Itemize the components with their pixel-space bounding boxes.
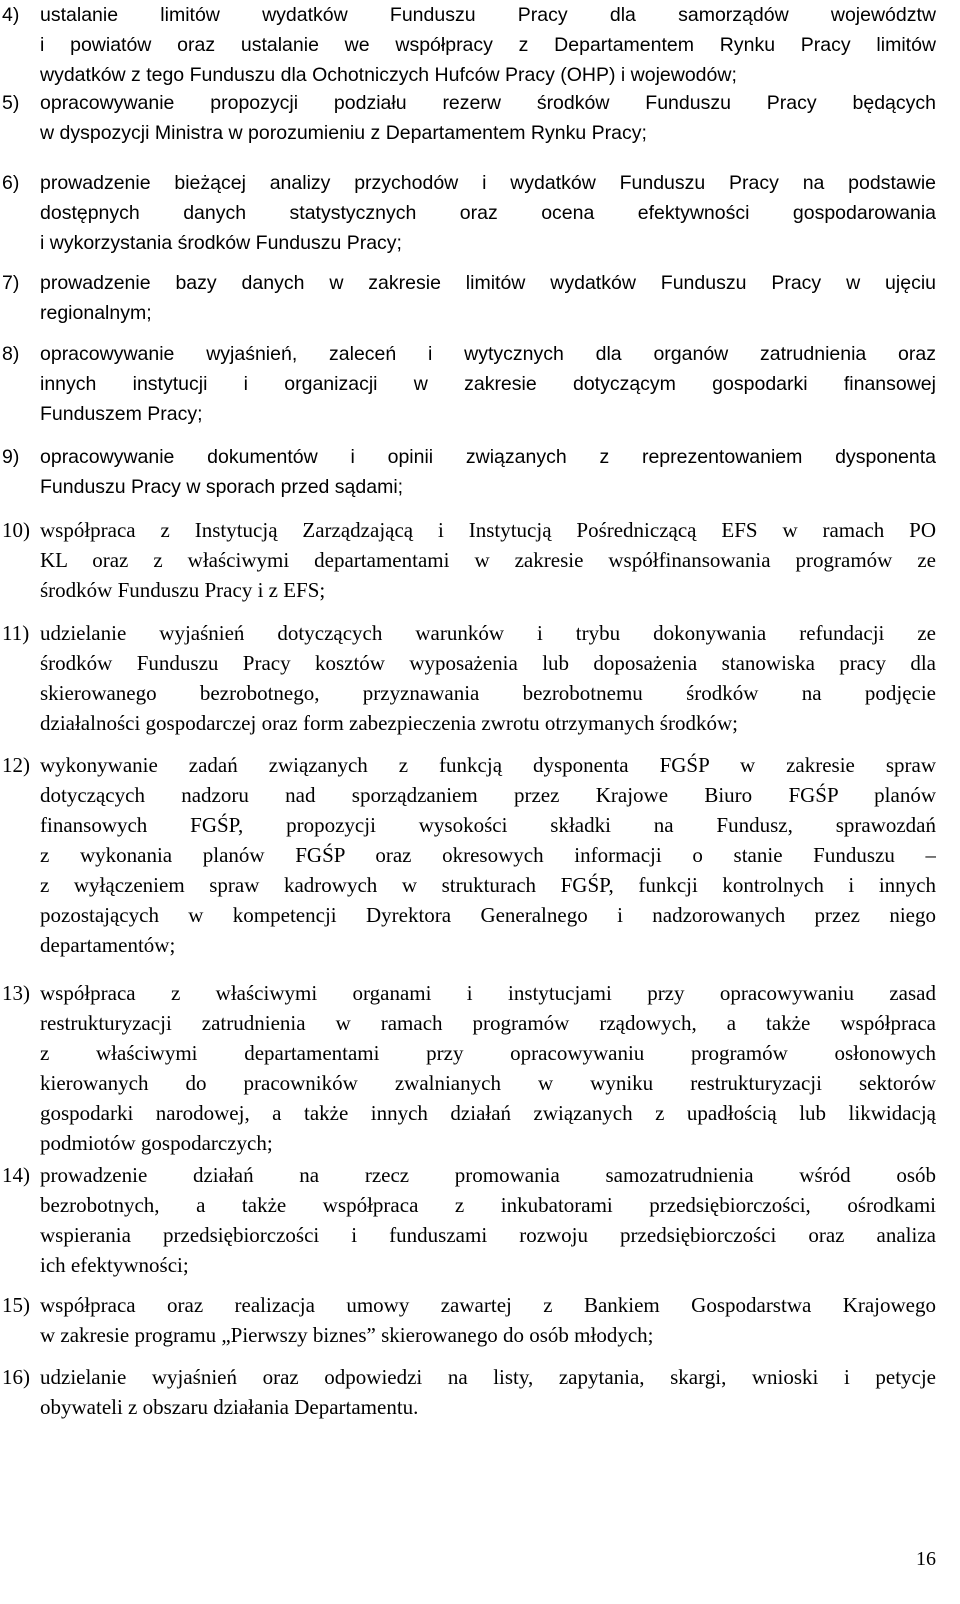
text-line: prowadzenie bazy danych w zakresie limitów wydatków Funduszu Pracy w ujęciu [40, 272, 936, 294]
list-item-text [40, 339, 936, 429]
list-item-text [40, 750, 936, 960]
list-item-number: 14) [2, 1163, 30, 1187]
list-item-number: 6) [2, 172, 20, 194]
list-item-text [40, 618, 936, 738]
text-line: Funduszu Pracy w sporach przed sądami; [40, 476, 404, 498]
list-item-text [40, 268, 936, 328]
text-line: ich efektywności; [40, 1253, 189, 1277]
text-line: opracowywanie propozycji podziału rezerw środków Funduszu Pracy będących [40, 92, 936, 114]
text-line: KL oraz z właściwymi departamentami w zakresie współfinansowania programów ze [40, 548, 936, 572]
text-line: opracowywanie dokumentów i opinii związanych z reprezentowaniem dysponenta [40, 446, 936, 468]
list-item-number: 4) [2, 4, 20, 26]
list-item-number: 9) [2, 446, 20, 468]
text-line: w zakresie programu „Pierwszy biznes” skierowanego do osób młodych; [40, 1323, 654, 1347]
text-line: w dyspozycji Ministra w porozumieniu z Departamentem Rynku Pracy; [40, 122, 647, 144]
text-line: kierowanych do pracowników zwalnianych w wyniku restrukturyzacji sektorów [40, 1071, 936, 1095]
text-line: wspierania przedsiębiorczości i funduszami rozwoju przedsiębiorczości oraz analiza [40, 1223, 936, 1247]
text-line: z właściwymi departamentami przy opracowywaniu programów osłonowych [40, 1041, 936, 1065]
list-item-number: 16) [2, 1365, 30, 1389]
text-line: skierowanego bezrobotnego, przyznawania bezrobotnemu środków na podjęcie [40, 681, 936, 705]
list-item-text [40, 1290, 936, 1350]
text-line: działalności gospodarczej oraz form zabezpieczenia zwrotu otrzymanych środków; [40, 711, 738, 735]
text-line: finansowych FGŚP, propozycji wysokości składki na Fundusz, sprawozdań [40, 813, 936, 837]
text-line: wykonywanie zadań związanych z funkcją dysponenta FGŚP w zakresie spraw [40, 753, 936, 777]
list-item-number: 12) [2, 753, 30, 777]
text-line: gospodarki narodowej, a także innych działań związanych z upadłością lub likwidacją [40, 1101, 936, 1125]
text-line: innych instytucji i organizacji w zakresie dotyczącym gospodarki finansowej [40, 373, 936, 395]
list-item-text [40, 88, 936, 148]
text-line: pozostających w kompetencji Dyrektora Generalnego i nadzorowanych przez niego [40, 903, 936, 927]
list-item-number: 5) [2, 92, 20, 114]
text-line: dostępnych danych statystycznych oraz ocena efektywności gospodarowania [40, 202, 936, 224]
list-item-number: 15) [2, 1293, 30, 1317]
text-line: z wyłączeniem spraw kadrowych w strukturach FGŚP, funkcji kontrolnych i innych [40, 873, 936, 897]
list-item-text [40, 0, 936, 90]
text-line: restrukturyzacji zatrudnienia w ramach programów rządowych, a także współpraca [40, 1011, 936, 1035]
list-item-number: 11) [2, 621, 30, 645]
text-line: współpraca oraz realizacja umowy zawartej z Bankiem Gospodarstwa Krajowego [40, 1293, 936, 1317]
list-item-text [40, 515, 936, 605]
text-line: współpraca z Instytucją Zarządzającą i Instytucją Pośredniczącą EFS w ramach PO [40, 518, 936, 542]
text-line: podmiotów gospodarczych; [40, 1131, 273, 1155]
text-line: środków Funduszu Pracy i z EFS; [40, 578, 326, 602]
text-line: opracowywanie wyjaśnień, zaleceń i wytycznych dla organów zatrudnienia oraz [40, 343, 936, 365]
text-line: prowadzenie działań na rzecz promowania samozatrudnienia wśród osób [40, 1163, 936, 1187]
page-number: 16 [916, 1548, 936, 1570]
text-line: środków Funduszu Pracy kosztów wyposażenia lub doposażenia stanowiska pracy dla [40, 651, 936, 675]
list-item-number: 10) [2, 518, 30, 542]
text-line: współpraca z właściwymi organami i instytucjami przy opracowywaniu zasad [40, 981, 936, 1005]
text-line: bezrobotnych, a także współpraca z inkubatorami przedsiębiorczości, ośrodkami [40, 1193, 936, 1217]
text-line: udzielanie wyjaśnień dotyczących warunków i trybu dokonywania refundacji ze [40, 621, 936, 645]
list-item-number: 7) [2, 272, 20, 294]
list-item-text [40, 1362, 936, 1422]
text-line: dotyczących nadzoru nad sporządzaniem przez Krajowe Biuro FGŚP planów [40, 783, 936, 807]
text-line: regionalnym; [40, 302, 152, 324]
text-line: ustalanie limitów wydatków Funduszu Pracy dla samorządów województw [40, 4, 936, 26]
text-line: i wykorzystania środków Funduszu Pracy; [40, 232, 402, 254]
text-line: obywateli z obszaru działania Departamentu. [40, 1395, 419, 1419]
text-line: i powiatów oraz ustalanie we współpracy z Departamentem Rynku Pracy limitów [40, 34, 936, 56]
list-item-text [40, 1160, 936, 1280]
text-line: Funduszem Pracy; [40, 403, 203, 425]
text-line: udzielanie wyjaśnień oraz odpowiedzi na listy, zapytania, skargi, wnioski i petycje [40, 1365, 936, 1389]
text-line: departamentów; [40, 933, 176, 957]
list-item-text [40, 978, 936, 1158]
list-item-number: 13) [2, 981, 30, 1005]
text-line: prowadzenie bieżącej analizy przychodów i wydatków Funduszu Pracy na podstawie [40, 172, 936, 194]
text-line: wydatków z tego Funduszu dla Ochotniczych Hufców Pracy (OHP) i wojewodów; [40, 64, 737, 86]
text-line: z wykonania planów FGŚP oraz okresowych informacji o stanie Funduszu – [40, 843, 936, 867]
list-item-text [40, 442, 936, 502]
list-item-number: 8) [2, 343, 20, 365]
list-item-text [40, 168, 936, 258]
